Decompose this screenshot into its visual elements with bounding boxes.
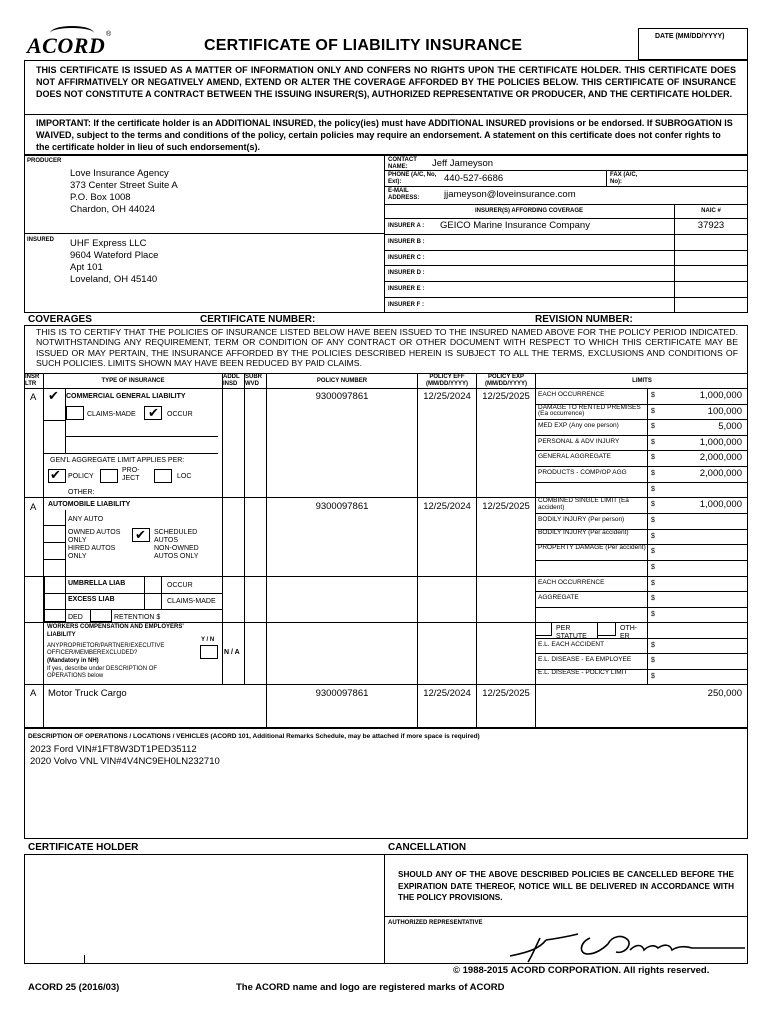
currency-symbol: $	[651, 423, 655, 431]
limit-label: E.L. DISEASE - EA EMPLOYEE	[538, 656, 632, 664]
header-exp: POLICY EXP (MM/DD/YYYY)	[485, 374, 527, 387]
header-eff: POLICY EFF (MM/DD/YYYY)	[426, 374, 468, 387]
per-statute-label: PER STATUTE	[556, 625, 587, 640]
excess-label: EXCESS LIAB	[68, 596, 115, 603]
currency-symbol: $	[651, 580, 655, 587]
cargo-exp-date: 12/25/2025	[482, 688, 530, 699]
limit-label: E.L. EACH ACCIDENT	[538, 641, 605, 648]
cancellation-text: SHOULD ANY OF THE ABOVE DESCRIBED POLICIES BE CANCELLED BEFORE THE EXPIRATION DATE THEREOF, NOTICE WILL BE DELIVERED IN ACCORDANCE WITH THE POLICY PROVISIONS.	[398, 870, 734, 902]
scheduled-autos-checkmark: ✔	[135, 527, 146, 542]
project-label: PRO- JECT	[122, 467, 140, 482]
umbrella-occur-label: OCCUR	[167, 582, 193, 589]
phone-label: PHONE (A/C, No, Ext):	[388, 172, 437, 185]
phone-value: 440-527-6686	[444, 173, 504, 184]
gl-exp-date: 12/25/2025	[482, 391, 530, 402]
gl-insr-ltr: A	[30, 392, 37, 403]
producer-label: PRODUCER	[27, 158, 62, 164]
insured-line-4: Loveland, OH 45140	[70, 274, 158, 285]
currency-symbol: $	[651, 548, 655, 556]
coverages-label: COVERAGES	[28, 314, 92, 325]
registered-marks: The ACORD name and logo are registered marks of ACORD	[236, 982, 505, 993]
currency-symbol: $	[651, 532, 655, 540]
gl-checkmark[interactable]: ✔	[48, 388, 59, 403]
limit-value: 1,000,000	[699, 499, 742, 510]
claims-made-umbrella-checkbox[interactable]	[144, 594, 162, 610]
description-line-2: 2020 Volvo VNL VIN#4V4NC9EH0LN232710	[30, 756, 220, 767]
naic-header: NAIC #	[701, 208, 721, 214]
other-label: OTHER:	[68, 489, 95, 496]
limit-label: COMBINED SINGLE LIMIT (Ea accident)	[538, 497, 629, 511]
currency-symbol: $	[651, 595, 655, 603]
limit-label: BODILY INJURY (Per person)	[538, 515, 625, 523]
header-limits: LIMITS	[632, 378, 652, 384]
email-label: E-MAIL ADDRESS:	[388, 188, 420, 201]
umbrella-claims-made-label: CLAIMS-MADE	[167, 598, 216, 605]
currency-symbol: $	[651, 657, 655, 665]
certificate-number-label: CERTIFICATE NUMBER:	[200, 314, 316, 325]
contact-name: Jeff Jameyson	[432, 158, 494, 169]
owned-autos-label: OWNED AUTOS ONLY	[68, 529, 121, 544]
currency-symbol: $	[651, 516, 655, 524]
limit-label: E.L. DISEASE - POLICY LIMIT	[538, 668, 628, 676]
cargo-type: Motor Truck Cargo	[48, 688, 127, 699]
producer-line-4: Chardon, OH 44024	[70, 204, 156, 215]
limit-value: 1,000,000	[699, 436, 742, 448]
policy-label: POLICY	[68, 473, 94, 480]
workers-comp-title: WORKERS COMPENSATION AND EMPLOYERS' LIABILITY	[47, 624, 184, 638]
retention-checkbox[interactable]	[90, 609, 112, 622]
insurer-label: INSURER A :	[388, 223, 425, 229]
auto-policy-number: 9300097861	[315, 501, 369, 512]
insured-line-2: 9604 Wateford Place	[70, 250, 159, 261]
insurer-label: INSURER F :	[388, 302, 424, 308]
important-text: IMPORTANT: If the certificate holder is an ADDITIONAL INSURED, the policy(ies) must have ADDITIONAL INSURED provisions or be endorsed. If SUBROGATION IS WAIVED, subject to the terms and conditions of the policy, certain policies may require an endorsement. A statement on this certificate does not confer rights to the certificate holder in lieu of such endorsement(s).	[36, 118, 733, 152]
limit-label: GENERAL AGGREGATE	[538, 453, 611, 461]
any-auto-label: ANY AUTO	[68, 516, 104, 523]
limit-label: DAMAGE TO RENTED PREMISES (Ea occurrence)	[538, 403, 641, 418]
gl-eff-date: 12/25/2024	[423, 391, 471, 402]
project-checkbox[interactable]	[100, 469, 118, 483]
occur-label: OCCUR	[167, 411, 193, 418]
ded-label: DED	[68, 614, 83, 621]
header-policy-number: POLICY NUMBER	[316, 378, 368, 384]
auto-exp-date: 12/25/2025	[482, 501, 530, 512]
auto-title: AUTOMOBILE LIABILITY	[48, 501, 131, 508]
insured-line-1: UHF Express LLC	[70, 238, 147, 249]
occur-checkmark: ✔	[148, 405, 159, 420]
limit-label: PRODUCTS - COMP/OP AGG	[538, 469, 627, 476]
limit-value: 2,000,000	[699, 468, 742, 479]
authorized-signature	[500, 926, 750, 966]
currency-symbol: $	[651, 407, 655, 415]
currency-symbol: $	[651, 470, 655, 477]
limit-value: 2,000,000	[699, 452, 742, 464]
claims-made-checkbox[interactable]	[66, 406, 84, 420]
limit-label: BODILY INJURY (Per accident)	[538, 528, 629, 536]
proprietor-yn-checkbox[interactable]	[200, 645, 218, 659]
header-type: TYPE OF INSURANCE	[101, 378, 165, 384]
insurer-naic: 37923	[697, 220, 725, 231]
currency-symbol: $	[651, 642, 655, 649]
page-title: CERTIFICATE OF LIABILITY INSURANCE	[204, 37, 523, 54]
header-subr: SUBR WVD	[245, 374, 263, 387]
cargo-insr-ltr: A	[30, 688, 37, 699]
insurer-label: INSURER D :	[388, 270, 425, 277]
other-er-label: OTH- ER	[620, 625, 638, 640]
producer-line-1: Love Insurance Agency	[70, 168, 169, 179]
header-insr-ltr: INSR LTR	[25, 374, 40, 387]
excess-checkbox[interactable]	[44, 594, 66, 610]
loc-checkbox[interactable]	[154, 469, 172, 483]
currency-symbol: $	[651, 438, 655, 446]
email-value: jjameyson@loveinsurance.com	[444, 189, 576, 200]
claims-made-label: CLAIMS-MADE	[87, 411, 136, 418]
currency-symbol: $	[651, 454, 655, 462]
cargo-eff-date: 12/25/2024	[423, 688, 471, 699]
gl-policy-number: 9300097861	[315, 391, 369, 402]
umbrella-checkbox[interactable]	[44, 577, 66, 594]
currency-symbol: $	[651, 392, 655, 399]
hired-autos-label: HIRED AUTOS ONLY	[68, 545, 116, 560]
producer-line-2: 373 Center Street Suite A	[70, 180, 178, 191]
describe-note: If yes, describe under DESCRIPTION OF OPERATIONS below	[47, 666, 158, 679]
limit-value: 5,000	[718, 421, 742, 433]
policy-checkmark: ✔	[50, 467, 61, 482]
logo-registered-mark: ®	[106, 31, 112, 38]
mandatory-nh: (Mandatory in NH)	[47, 658, 99, 664]
limit-value: 1,000,000	[699, 390, 742, 401]
limit-label: MED EXP (Any one person)	[538, 422, 619, 430]
yn-label: Y / N	[201, 637, 215, 643]
authorized-rep-label: AUTHORIZED REPRESENTATIVE	[388, 920, 483, 926]
insurer-label: INSURER C :	[388, 254, 425, 261]
fax-label: FAX (A/C, No):	[610, 172, 638, 185]
insurer-label: INSURER E :	[388, 286, 425, 293]
auto-insr-ltr: A	[30, 502, 37, 513]
header-addl: ADDL INSD	[223, 374, 240, 387]
insurers-header: INSURER(S) AFFORDING COVERAGE	[474, 208, 584, 214]
coverages-text: THIS IS TO CERTIFY THAT THE POLICIES OF INSURANCE LISTED BELOW HAVE BEEN ISSUED TO THE INSURED NAMED ABOVE FOR THE POLICY PERIOD INDICATED. NOTWITHSTANDING ANY REQUIREMENT, TERM OR CONDITION OF ANY CONTRACT OR OTHER DOCUMENT WITH RESPECT TO WHICH THIS CERTIFICATE MAY BE ISSUED OR MAY PERTAIN, THE INSURANCE AFFORDED BY THE POLICIES DESCRIBED HEREIN IS SUBJECT TO ALL THE TERMS, EXCLUSIONS AND CONDITIONS OF SUCH POLICIES. LIMITS SHOWN MAY HAVE BEEN REDUCED BY PAID CLAIMS.	[36, 327, 738, 368]
disclaimer-text: THIS CERTIFICATE IS ISSUED AS A MATTER OF INFORMATION ONLY AND CONFERS NO RIGHTS UPON THE CERTIFICATE HOLDER. THIS CERTIFICATE DOES NOT AFFIRMATIVELY OR NEGATIVELY AMEND, EXTEND OR ALTER THE COVERAGE AFFORDED BY THE POLICIES BELOW. THIS CERTIFICATE OF INSURANCE DOES NOT CONSTITUTE A CONTRACT BETWEEN THE ISSUING INSURER(S), AUTHORIZED REPRESENTATIVE OR PRODUCER, AND THE CERTIFICATE HOLDER.	[36, 65, 736, 99]
limit-label: EACH OCCURRENCE	[538, 391, 605, 398]
currency-symbol: $	[651, 564, 655, 572]
currency-symbol: $	[651, 672, 655, 680]
gl-title: COMMERCIAL GENERAL LIABILITY	[66, 393, 186, 400]
date-label: DATE (MM/DD/YYYY)	[655, 33, 725, 40]
proprietor-question: ANYPROPRIETOR/PARTNER/EXECUTIVE OFFICER/MEMBEREXCLUDED?	[47, 643, 165, 656]
producer-line-3: P.O. Box 1008	[70, 192, 131, 203]
insured-line-3: Apt 101	[70, 262, 103, 273]
date-field[interactable]	[638, 28, 748, 60]
insured-label: INSURED	[27, 237, 55, 243]
retention-label: RETENTION $	[114, 614, 161, 621]
currency-symbol: $	[651, 485, 655, 493]
insurer-label: INSURER B :	[388, 238, 425, 245]
cancellation-label: CANCELLATION	[388, 842, 467, 853]
description-line-1: 2023 Ford VIN#1FT8W3DT1PED35112	[30, 744, 197, 755]
acord-logo: ACORD	[27, 33, 106, 58]
na-label: N / A	[224, 649, 240, 656]
non-owned-autos-label: NON-OWNED AUTOS ONLY	[154, 545, 199, 560]
cargo-limit-value: 250,000	[707, 688, 742, 699]
auto-eff-date: 12/25/2024	[423, 501, 471, 512]
ded-checkbox[interactable]	[44, 609, 66, 622]
revision-number-label: REVISION NUMBER:	[535, 314, 633, 325]
limit-label: AGGREGATE	[538, 594, 579, 602]
umbrella-label: UMBRELLA LIAB	[68, 580, 126, 587]
currency-symbol: $	[651, 501, 655, 508]
certificate-holder-label: CERTIFICATE HOLDER	[28, 842, 139, 853]
insurer-name: GEICO Marine Insurance Company	[440, 220, 590, 231]
description-label: DESCRIPTION OF OPERATIONS / LOCATIONS / VEHICLES (ACORD 101, Additional Remarks Schedule, may be attached if more space is required)	[28, 733, 480, 740]
copyright: © 1988-2015 ACORD CORPORATION. All rights reserved.	[453, 965, 710, 976]
loc-label: LOC	[177, 473, 192, 480]
umbrella-occur-checkbox[interactable]	[144, 577, 162, 594]
scheduled-autos-label: SCHEDULED AUTOS	[154, 529, 198, 544]
cargo-policy-number: 9300097861	[315, 688, 369, 699]
limit-label: EACH OCCURRENCE	[538, 579, 605, 586]
limit-value: 100,000	[707, 405, 742, 417]
contact-name-label: CONTACT NAME:	[388, 157, 417, 170]
limit-label: PROPERTY DAMAGE (Per accident)	[538, 544, 646, 552]
limit-label: PERSONAL & ADV INJURY	[538, 437, 620, 445]
form-number: ACORD 25 (2016/03)	[28, 982, 120, 993]
gl-aggregate-label: GEN'L AGGREGATE LIMIT APPLIES PER:	[50, 457, 185, 464]
currency-symbol: $	[651, 610, 655, 618]
